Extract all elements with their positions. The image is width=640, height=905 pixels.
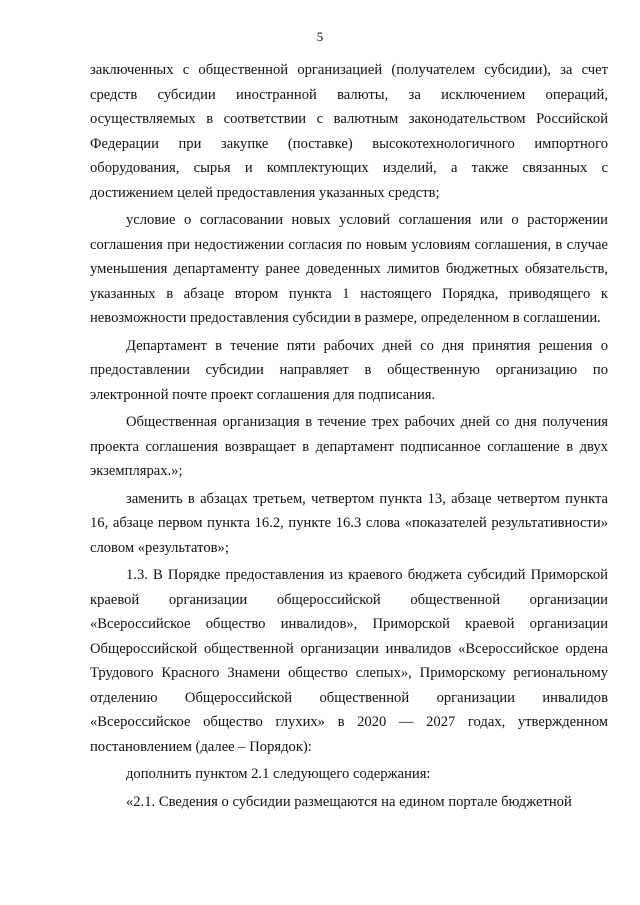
paragraph-replace-words: заменить в абзацах третьем, четвертом пункта 13, абзаце четвертом пункта 16, абзаце первом пункта 16.2, пункте 16.3 слова «показателей результативности» словом «результатов»;: [90, 490, 608, 556]
document-body: [90, 58, 608, 817]
paragraph-organization-returns: Общественная организация в течение трех рабочих дней со дня получения проекта соглашения возвращает в департамент подписанное соглашение в двух экземплярах.»;: [90, 414, 608, 479]
paragraph-section-1-3: 1.3. В Порядке предоставления из краевого бюджета субсидий Приморской краевой организации общероссийской общественной организации «Всероссийское общество инвалидов», Приморской краевой организации Общероссийской общественной организации инвалидов «Всероссийское ордена Трудового Красного Знамени общество слепых», Приморскому региональному отделению Общероссийской общественной организации инвалидов «Всероссийское общество глухих» в 2020 — 2027 годах, утвержденном постановлением (далее – Порядок):: [90, 567, 608, 755]
paragraph-add-item-2-1: дополнить пунктом 2.1 следующего содержания:: [126, 766, 431, 782]
page-number: 5: [316, 29, 324, 44]
paragraph-item-2-1-text: «2.1. Сведения о субсидии размещаются на едином портале бюджетной: [126, 793, 572, 810]
paragraph-department-sends-draft: Департамент в течение пяти рабочих дней со дня принятия решения о предоставлении субсидии направляет в общественную организацию по электронной почте проект соглашения для подписания.: [90, 337, 608, 403]
paragraph-agreement-condition: условие о согласовании новых условий соглашения или о расторжении соглашения при недостижении согласия по новым условиям соглашения, в случае уменьшения департаменту ранее доведенных лимитов бюджетных обязательств, указанных в абзаце втором пункта 1 настоящего Порядка, приводящего к невозможности предоставления субсидии в размере, определенном в соглашении.: [90, 212, 608, 326]
paragraph-continuation: заключенных с общественной организацией (получателем субсидии), за счет средств субсидии иностранной валюты, за исключением операций, осуществляемых в соответствии с валютным законодательством Российской Федерации при закупке (поставке) высокотехнологичного импортного оборудования, сырья и комплектующих изделий, а также связанных с достижением целей предоставления указанных средств;: [90, 62, 608, 201]
